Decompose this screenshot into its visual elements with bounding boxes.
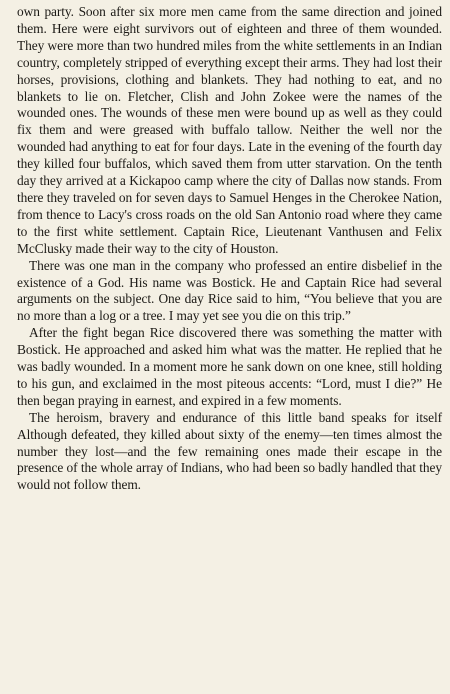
paragraph-continuation: own party. Soon after six more men came from the same direction and joined them. Here were eight survivors out of eighteen and three of them wounded. They were more than two hundred miles from the white settlements in an Indian country, completely stripped of everything except their arms. They had lost their horses, provisions, clothing and blankets. They had nothing to eat, and no blankets to lie on. Fletcher, Clish and John Zokee were the names of the wounded ones. The wounds of these men were bound up as well as they could fix them and were greased with buffalo tallow. Neither the well nor the wounded had anything to eat for four days. Late in the evening of the fourth day they killed four buffalos, which saved them from utter starvation. On the tenth day they arrived at a Kickapoo camp where the city of Dallas now stands. From there they traveled on for seven days to Samuel Henges in the Cherokee Nation, from thence to Lacy's cross roads on the old San Antonio road where they came to the first white settlement. Captain Rice, Lieutenant Vanthusen and Felix McClusky made their way to the city of Houston. (17, 4, 442, 256)
paragraph-bostick-death: After the fight began Rice discovered there was something the matter with Bostick. He approached and asked him what was the matter. He replied that he was badly wounded. In a moment more he sank down on one knee, still holding to his gun, and exclaimed in the most piteous accents: “Lord, must I die?” He then began praying in earnest, and expired in a few moments. (17, 325, 442, 408)
paragraph-bostick-disbelief: There was one man in the company who professed an entire disbelief in the existence of a God. His name was Bostick. He and Captain Rice had several arguments on the subject. One day Rice said to him, “You believe that you are no more than a log or a tree. I may yet see you die on this trip.” (17, 257, 442, 324)
paragraph-heroism: The heroism, bravery and endurance of this little band speaks for itself Although defeated, they killed about sixty of the enemy—ten times almost the number they lost—and the few remaining ones made their escape in the presence of the whole array of Indians, who had been so badly handled that they would not follow them. (17, 409, 442, 493)
